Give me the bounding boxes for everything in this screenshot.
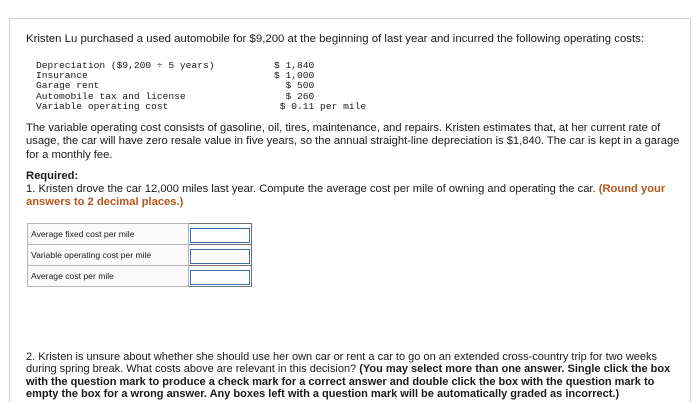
problem-paragraph: The variable operating cost consists of gasoline, oil, tires, maintenance, and repairs. Kristen estimates that, at her current rate of usage, the car will have zero resale value in five years, so the annual straight-line depreciation is $1,840. The car is kept in a garage for a monthly fee.	[26, 122, 680, 161]
question-2	[26, 351, 686, 401]
question-1	[26, 183, 681, 208]
question-1-text: 1. Kristen drove the car 12,000 miles last year. Compute the average cost per mile of owning and operating the car.	[26, 183, 596, 195]
answer-row-variable	[28, 245, 252, 266]
question-2-text: 2. Kristen is unsure about whether she should use her own car or rent a car to go on an extended cross-country trip for two weeks during spring break. What costs above are relevant in this decision?	[26, 351, 658, 376]
cost-value: $ 500	[274, 80, 315, 92]
cost-label: Automobile tax and license	[36, 90, 186, 102]
answer-label: Average cost per mile	[28, 266, 189, 287]
problem-intro: Kristen Lu purchased a used automobile for $9,200 at the beginning of last year and incurred the following operating costs:	[26, 33, 645, 45]
cost-value: $ 260	[274, 90, 315, 102]
cost-list	[36, 61, 366, 112]
question-1-instruction: (Round your answers to 2 decimal places.)	[26, 183, 666, 208]
cost-value: $ 1,840	[274, 60, 315, 71]
cost-value: $ 1,000	[274, 70, 315, 82]
answer-cell	[189, 224, 252, 245]
cost-label: Depreciation ($9,200 ÷ 5 years)	[36, 60, 215, 71]
cost-label: Insurance	[36, 70, 88, 82]
answer-row-avg-total	[28, 266, 252, 287]
answer-row-avg-fixed	[28, 224, 252, 245]
avg-fixed-cost-input[interactable]	[190, 228, 250, 243]
answer-table	[27, 223, 252, 287]
cost-value: $ 0.11 per mile	[274, 100, 367, 112]
answer-cell	[189, 245, 252, 266]
avg-cost-input[interactable]	[190, 270, 250, 285]
cost-label: Variable operating cost	[36, 100, 169, 112]
cost-label: Garage rent	[36, 80, 100, 92]
answer-label: Average fixed cost per mile	[28, 224, 189, 245]
question-2-instruction: (You may select more than one answer. Single click the box with the question mark to produce a check mark for a correct answer and double click the box with the question mark to empty the box for a wrong answer. Any boxes left with a question mark will be automatically graded as incorrect.)	[26, 363, 671, 401]
required-heading: Required:	[26, 170, 79, 182]
answer-label: Variable operating cost per mile	[28, 245, 189, 266]
answer-cell	[189, 266, 252, 287]
cost-row-variable	[36, 102, 366, 112]
variable-cost-input[interactable]	[190, 249, 250, 264]
